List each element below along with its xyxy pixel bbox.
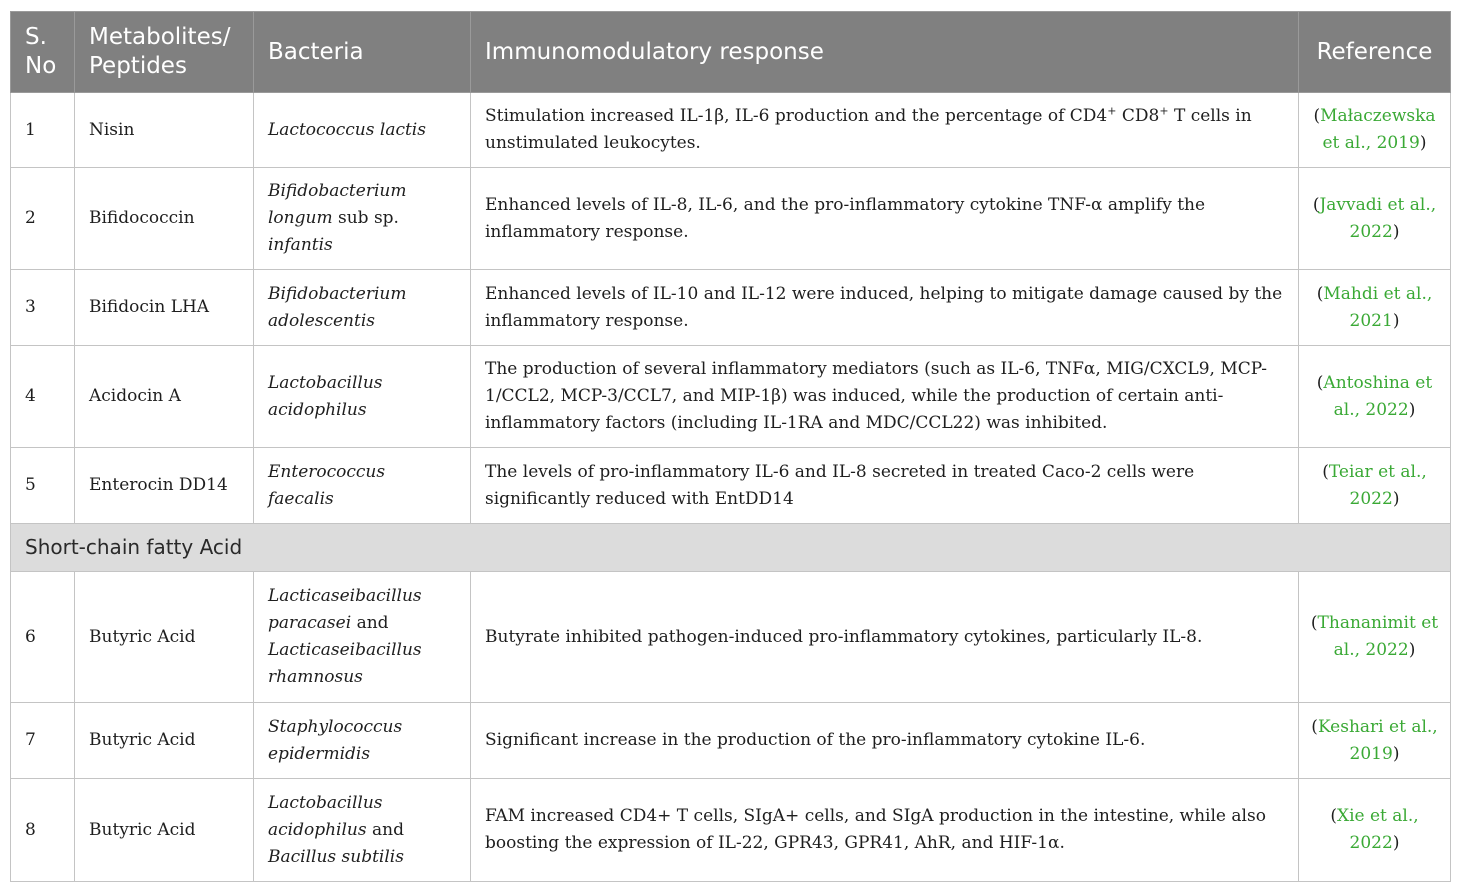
table-row: [11, 448, 1451, 524]
cell-response: Enhanced levels of IL-8, IL-6, and the pro-inflammatory cytokine TNF-α amplify the inflammatory response.: [471, 168, 1299, 270]
reference-link[interactable]: Antoshina et al., 2022: [1323, 372, 1433, 420]
paren-close: ): [1408, 399, 1416, 420]
reference-link[interactable]: Teiar et al., 2022: [1328, 461, 1427, 509]
paren-open: (: [1322, 461, 1329, 482]
cell-sno: 1: [11, 93, 75, 168]
cell-response: Enhanced levels of IL-10 and IL-12 were induced, helping to mitigate damage caused by the inflammatory response.: [471, 270, 1299, 346]
cell-metabolite: Acidocin A: [75, 346, 254, 448]
section-row: [11, 524, 1451, 572]
cell-metabolite: Bifidococcin: [75, 168, 254, 270]
reference-link[interactable]: Mahdi et al., 2021: [1323, 283, 1433, 331]
bacteria-name: Lactobacillus acidophilus: [268, 792, 383, 840]
metabolites-table: [10, 11, 1451, 882]
table-row: [11, 270, 1451, 346]
bacteria-name: Bifidobacterium adolescentis: [268, 283, 407, 331]
response-text: T cells in unstimulated leukocytes.: [485, 106, 1252, 153]
bacteria-name: Lacticaseibacillus paracasei: [268, 586, 422, 633]
cell-bacteria: [254, 168, 471, 270]
bacteria-connector: sub sp.: [332, 208, 399, 228]
paren-close: ): [1392, 310, 1400, 331]
cell-response: Significant increase in the production of the pro-inflammatory cytokine IL-6.: [471, 703, 1299, 779]
bacteria-connector: and: [351, 613, 389, 633]
cell-response: FAM increased CD4+ T cells, SIgA+ cells, and SIgA production in the intestine, while also boosting the expression of IL-22, GPR43, GPR41, AhR, and HIF-1α.: [471, 779, 1299, 882]
cell-reference: [1299, 572, 1451, 703]
header-row: [11, 12, 1451, 93]
paren-open: (: [1310, 613, 1318, 633]
cell-bacteria: [254, 448, 471, 524]
paren-close: ): [1392, 488, 1400, 509]
superscript: +: [1159, 104, 1169, 118]
paren-open: (: [1316, 283, 1324, 304]
cell-reference: [1299, 270, 1451, 346]
response-text: Stimulation increased IL-1β, IL-6 production and the percentage of CD4: [485, 106, 1108, 126]
paren-close: ): [1408, 640, 1416, 660]
table-body: [11, 93, 1451, 882]
cell-bacteria: [254, 346, 471, 448]
reference-link[interactable]: Keshari et al., 2019: [1317, 716, 1438, 764]
table-row: [11, 168, 1451, 270]
cell-bacteria: [254, 703, 471, 779]
cell-bacteria: [254, 779, 471, 882]
cell-reference: [1299, 448, 1451, 524]
cell-sno: 8: [11, 779, 75, 882]
paren-open: (: [1312, 194, 1320, 215]
cell-sno: 6: [11, 572, 75, 703]
reference-link[interactable]: Thananimit et al., 2022: [1317, 613, 1439, 660]
cell-sno: 7: [11, 703, 75, 779]
table-row: [11, 779, 1451, 882]
header-response: Immunomodulatory response: [471, 12, 1299, 93]
bacteria-name: Staphylococcus epidermidis: [268, 716, 403, 764]
paren-open: (: [1311, 716, 1318, 737]
cell-sno: 3: [11, 270, 75, 346]
cell-metabolite: Butyric Acid: [75, 779, 254, 882]
paren-close: ): [1392, 833, 1400, 853]
cell-bacteria: [254, 270, 471, 346]
reference-link[interactable]: Javvadi et al., 2022: [1319, 194, 1437, 242]
paren-close: ): [1392, 221, 1400, 242]
bacteria-name: infantis: [268, 235, 333, 255]
table-row: [11, 346, 1451, 448]
response-text: CD8: [1116, 106, 1160, 126]
cell-reference: [1299, 346, 1451, 448]
paren-close: ): [1392, 743, 1400, 764]
reference-link[interactable]: Xie et al., 2022: [1336, 806, 1419, 853]
bacteria-connector: and: [366, 819, 404, 840]
table-row: [11, 572, 1451, 703]
bacteria-name: Lacticaseibacillus rhamnosus: [268, 640, 422, 687]
cell-sno: 2: [11, 168, 75, 270]
paren-open: (: [1316, 372, 1324, 393]
superscript: +: [1107, 104, 1117, 118]
cell-reference: [1299, 703, 1451, 779]
cell-response: [471, 93, 1299, 168]
bacteria-name: Bifidobacterium longum: [268, 181, 407, 228]
cell-sno: 5: [11, 448, 75, 524]
table-row: [11, 93, 1451, 168]
reference-link[interactable]: Małaczewska et al., 2019: [1320, 106, 1436, 153]
header-bacteria: Bacteria: [254, 12, 471, 93]
paren-open: (: [1313, 106, 1321, 126]
header-sno: S. No: [11, 12, 75, 93]
bacteria-name: Bacillus subtilis: [268, 846, 404, 867]
table-row: [11, 703, 1451, 779]
paren-close: ): [1419, 133, 1427, 153]
cell-metabolite: Butyric Acid: [75, 572, 254, 703]
table-header: [11, 12, 1451, 93]
cell-bacteria: [254, 572, 471, 703]
section-title: Short-chain fatty Acid: [11, 524, 1451, 572]
cell-sno: 4: [11, 346, 75, 448]
cell-reference: [1299, 779, 1451, 882]
header-metabolites: Metabolites/ Peptides: [75, 12, 254, 93]
cell-response: The levels of pro-inflammatory IL-6 and IL-8 secreted in treated Caco-2 cells were significantly reduced with EntDD14: [471, 448, 1299, 524]
cell-reference: [1299, 93, 1451, 168]
cell-metabolite: Butyric Acid: [75, 703, 254, 779]
cell-metabolite: Bifidocin LHA: [75, 270, 254, 346]
bacteria-name: Enterococcus faecalis: [268, 461, 386, 509]
paren-open: (: [1330, 806, 1337, 826]
cell-response: The production of several inflammatory mediators (such as IL-6, TNFα, MIG/CXCL9, MCP-1/CCL2, MCP-3/CCL7, and MIP-1β) was induced, while the production of certain anti-inflammatory factors (including IL-1RA and MDC/CCL22) was inhibited.: [471, 346, 1299, 448]
cell-metabolite: Nisin: [75, 93, 254, 168]
bacteria-name: Lactobacillus acidophilus: [268, 372, 383, 420]
header-reference: Reference: [1299, 12, 1451, 93]
cell-reference: [1299, 168, 1451, 270]
cell-metabolite: Enterocin DD14: [75, 448, 254, 524]
cell-response: Butyrate inhibited pathogen-induced pro-inflammatory cytokines, particularly IL-8.: [471, 572, 1299, 703]
cell-bacteria: [254, 93, 471, 168]
bacteria-name: Lactococcus lactis: [268, 119, 426, 140]
